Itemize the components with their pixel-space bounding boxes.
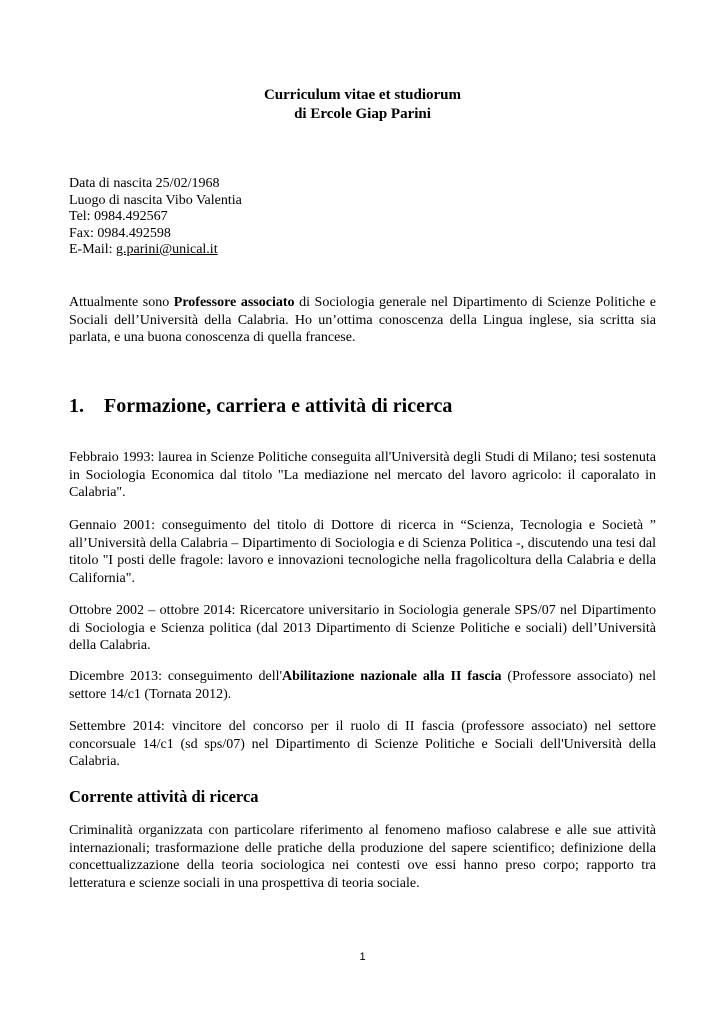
email-label: E-Mail: xyxy=(69,242,117,257)
subsection-heading: Corrente attività di ricerca xyxy=(69,787,259,806)
research-paragraph: Criminalità organizzata con particolare riferimento al fenomeno mafioso calabrese e alle sue attività internazionali; trasformazione delle pratiche della produzione del sapere scientifico; definizione della concettualizzazione della teoria sociologica nei contesti ove essi hanno preso corpo; rapporto tra letteratura e scienze sociali in una prospettiva di teoria sociale. xyxy=(69,823,656,891)
intro-text-start: Attualmente sono xyxy=(69,295,174,310)
email-row xyxy=(69,242,657,259)
birth-date: Data di nascita 25/02/1968 xyxy=(69,176,220,191)
title-line-2: di Ercole Giap Parini xyxy=(294,106,431,122)
entry-abilitazione xyxy=(69,668,656,703)
title-line-1: Curriculum vitae et studiorum xyxy=(263,87,462,103)
section-title: Formazione, carriera e attività di ricerca xyxy=(104,395,453,417)
entry-laurea: Febbraio 1993: laurea in Scienze Politiche conseguita all'Università degli Studi di Milano; tesi sostenuta in Sociologia Economica dal titolo "La mediazione nel mercato del lavoro agricolo: il caporalato in Calabria". xyxy=(69,450,656,500)
entry-ricercatore: Ottobre 2002 – ottobre 2014: Ricercatore universitario in Sociologia generale SPS/07 nel Dipartimento di Sociologia e Scienza politica (dal 2013 Dipartimento di Scienze Politiche e sociali) dell’Università della Calabria. xyxy=(69,603,656,653)
intro-role: Professore associato xyxy=(173,295,295,310)
intro-paragraph xyxy=(69,294,656,347)
personal-info xyxy=(69,176,657,259)
fax: Fax: 0984.492598 xyxy=(69,225,171,241)
abilitazione-text-start: Dicembre 2013: conseguimento dell' xyxy=(69,669,282,684)
email-link[interactable]: g.parini@unical.it xyxy=(116,242,218,257)
entry-concorso: Settembre 2014: vincitore del concorso per il ruolo di II fascia (professore associato) nel settore concorsuale 14/c1 (sd sps/07) nel Dipartimento di Scienze Politiche e Sociali dell'Università della Calabria. xyxy=(69,719,656,769)
abilitazione-bold: Abilitazione nazionale alla II fascia xyxy=(282,669,502,684)
birth-place: Luogo di nascita Vibo Valentia xyxy=(69,192,242,208)
page-number: 1 xyxy=(359,951,366,963)
abilitazione-text-end: (Professore associato) nel settore 14/c1 (Tornata 2012). xyxy=(69,669,657,702)
telephone: Tel: 0984.492567 xyxy=(69,209,168,224)
entry-dottorato: Gennaio 2001: conseguimento del titolo di Dottore di ricerca in “Scienza, Tecnologia e Società ” all’Università della Calabria – Dipartimento di Sociologia e di Scienza Politica -, discutendo una tesi dal titolo "I posti delle fragole: lavoro e innovazioni tecnologiche nella fragolicoltura della Calabria e della California". xyxy=(69,518,656,586)
intro-text-end: di Sociologia generale nel Dipartimento di Scienze Politiche e Sociali dell’Università della Calabria. Ho un’ottima conoscenza della Lingua inglese, sia scritta sia parlata, e una buona conoscenza di quella francese. xyxy=(69,295,656,345)
section-heading xyxy=(69,394,452,418)
document-title xyxy=(0,86,725,124)
section-number: 1. xyxy=(69,395,84,417)
